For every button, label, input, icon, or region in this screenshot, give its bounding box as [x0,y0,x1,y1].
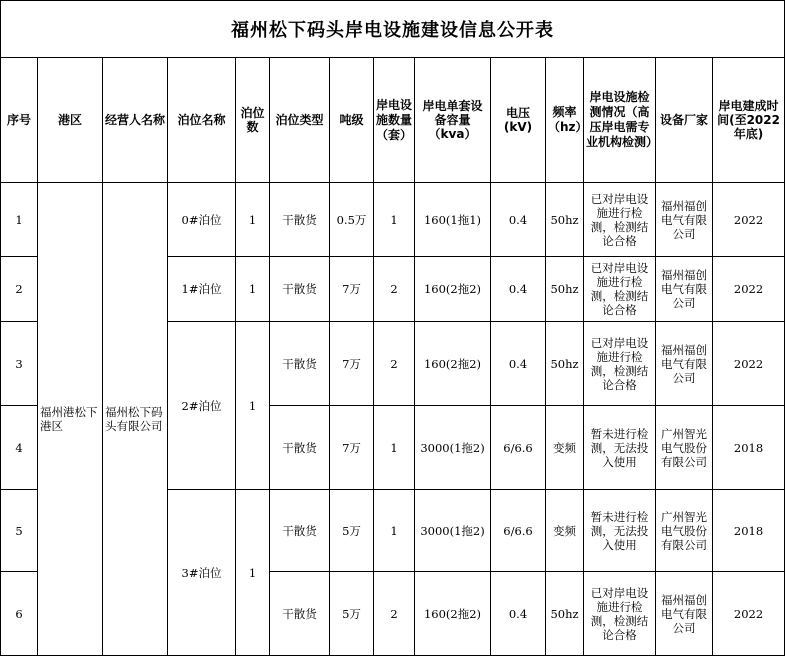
cell-seq: 3 [1,322,38,406]
cell-berth-type: 干散货 [270,572,330,656]
cell-voltage: 0.4 [491,572,546,656]
cell-facilities: 1 [374,183,415,257]
cell-facilities: 2 [374,572,415,656]
header-manufacturer: 设备厂家 [656,58,713,183]
cell-manufacturer: 广州智光电气股份有限公司 [656,406,713,490]
cell-capacity: 3000(1拖2) [415,490,491,572]
cell-voltage: 6/6.6 [491,490,546,572]
table-title: 福州松下码头岸电设施建设信息公开表 [1,1,785,58]
header-tonnage: 吨级 [330,58,374,183]
cell-berth-count: 1 [236,183,270,257]
cell-tonnage: 5万 [330,572,374,656]
cell-capacity: 160(2拖2) [415,572,491,656]
cell-voltage: 6/6.6 [491,406,546,490]
cell-inspection: 已对岸电设施进行检测，检测结论合格 [584,257,656,322]
cell-berth-type: 干散货 [270,406,330,490]
cell-berth-name: 1#泊位 [168,257,236,322]
cell-seq: 2 [1,257,38,322]
cell-berth-name: 0#泊位 [168,183,236,257]
header-frequency: 频率（hz） [546,58,584,183]
cell-berth-type: 干散货 [270,183,330,257]
cell-berth-type: 干散货 [270,322,330,406]
cell-capacity: 160(2拖2) [415,322,491,406]
cell-year: 2022 [713,322,785,406]
cell-year: 2018 [713,490,785,572]
cell-manufacturer: 福州福创电气有限公司 [656,322,713,406]
cell-inspection: 已对岸电设施进行检测，检测结论合格 [584,322,656,406]
header-voltage: 电压(kV) [491,58,546,183]
cell-tonnage: 5万 [330,490,374,572]
cell-inspection: 已对岸电设施进行检测，检测结论合格 [584,183,656,257]
cell-facilities: 2 [374,257,415,322]
cell-frequency: 50hz [546,322,584,406]
cell-capacity: 160(2拖2) [415,257,491,322]
cell-berth-type: 干散货 [270,257,330,322]
cell-manufacturer: 福州福创电气有限公司 [656,572,713,656]
header-port-area: 港区 [38,58,103,183]
cell-voltage: 0.4 [491,183,546,257]
header-facility-count: 岸电设施数量（套） [374,58,415,183]
cell-frequency: 50hz [546,572,584,656]
header-capacity: 岸电单套设备容量（kva） [415,58,491,183]
header-berth-count: 泊位数 [236,58,270,183]
cell-tonnage: 7万 [330,257,374,322]
cell-capacity: 3000(1拖2) [415,406,491,490]
cell-manufacturer: 广州智光电气股份有限公司 [656,490,713,572]
cell-facilities: 2 [374,322,415,406]
cell-berth-count: 1 [236,257,270,322]
header-berth-name: 泊位名称 [168,58,236,183]
cell-seq: 6 [1,572,38,656]
header-operator: 经营人名称 [103,58,168,183]
cell-manufacturer: 福州福创电气有限公司 [656,183,713,257]
cell-seq: 1 [1,183,38,257]
cell-inspection: 暂未进行检测，无法投入使用 [584,490,656,572]
cell-capacity: 160(1拖1) [415,183,491,257]
cell-year: 2022 [713,183,785,257]
cell-manufacturer: 福州福创电气有限公司 [656,257,713,322]
header-seq: 序号 [1,58,38,183]
cell-tonnage: 7万 [330,322,374,406]
cell-berth-name: 3#泊位 [168,490,236,656]
cell-year: 2022 [713,572,785,656]
table-row [1,183,785,257]
cell-tonnage: 0.5万 [330,183,374,257]
header-build-time: 岸电建成时间(至2022年底) [713,58,785,183]
cell-operator: 福州松下码头有限公司 [103,183,168,656]
cell-year: 2018 [713,406,785,490]
cell-voltage: 0.4 [491,257,546,322]
cell-tonnage: 7万 [330,406,374,490]
cell-inspection: 已对岸电设施进行检测，检测结论合格 [584,572,656,656]
cell-inspection: 暂未进行检测，无法投入使用 [584,406,656,490]
cell-frequency: 变频 [546,406,584,490]
cell-berth-type: 干散货 [270,490,330,572]
header-inspection: 岸电设施检测情况（高压岸电需专业机构检测） [584,58,656,183]
cell-port-area: 福州港松下港区 [38,183,103,656]
cell-frequency: 变频 [546,490,584,572]
cell-frequency: 50hz [546,183,584,257]
cell-facilities: 1 [374,406,415,490]
cell-facilities: 1 [374,490,415,572]
cell-frequency: 50hz [546,257,584,322]
header-berth-type: 泊位类型 [270,58,330,183]
cell-seq: 5 [1,490,38,572]
cell-berth-count: 1 [236,490,270,656]
cell-seq: 4 [1,406,38,490]
cell-voltage: 0.4 [491,322,546,406]
cell-berth-name: 2#泊位 [168,322,236,490]
cell-year: 2022 [713,257,785,322]
cell-berth-count: 1 [236,322,270,490]
